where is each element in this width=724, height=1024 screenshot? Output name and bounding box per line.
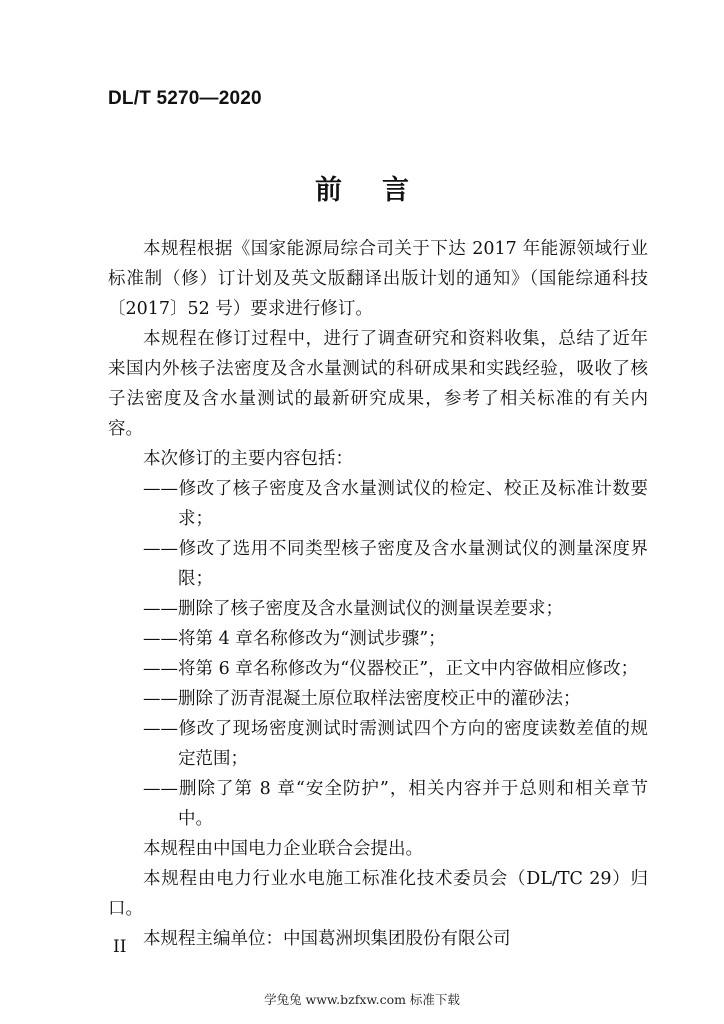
revision-item: ——修改了核子密度及含水量测试仪的检定、校正及标准计数要求； — [143, 479, 648, 529]
paragraph: 本规程由中国电力企业联合会提出。 — [143, 839, 423, 859]
paragraph: 本规程根据《国家能源局综合司关于下达 2017 年能源领域行业标准制（修）订计划及英文版翻译出版计划的通知》（国能综通科技〔2017〕52 号）要求进行修订。 — [108, 239, 648, 319]
revision-item: ——将第 6 章名称修改为“仪器校正”，正文中内容做相应修改； — [143, 659, 639, 679]
revision-item: ——修改了现场密度测试时需测试四个方向的密度读数差值的规定范围； — [143, 719, 648, 769]
revision-item: ——删除了第 8 章“安全防护”，相关内容并于总则和相关章节中。 — [143, 779, 648, 829]
page-title: 前言 — [315, 175, 449, 206]
body-text — [108, 234, 648, 954]
paragraph: 本规程主编单位：中国葛洲坝集团股份有限公司 — [143, 929, 511, 949]
page-number: II — [113, 937, 127, 957]
watermark-text: 学兔兔 www.bzfxw.com 标准下载 — [264, 992, 460, 1007]
paragraph: 本次修订的主要内容包括： — [143, 449, 353, 469]
paragraph: 本规程由电力行业水电施工标准化技术委员会（DL/TC 29）归口。 — [108, 869, 648, 919]
revision-item: ——修改了选用不同类型核子密度及含水量测试仪的测量深度界限； — [143, 539, 648, 589]
standard-code: DL/T 5270—2020 — [108, 88, 262, 109]
revision-item: ——删除了沥青混凝土原位取样法密度校正中的灌砂法； — [143, 689, 581, 709]
revision-item: ——删除了核子密度及含水量测试仪的测量误差要求； — [143, 599, 563, 619]
paragraph: 本规程在修订过程中，进行了调查研究和资料收集，总结了近年来国内外核子法密度及含水量测试的科研成果和实践经验，吸收了核子法密度及含水量测试的最新研究成果，参考了相关标准的有关内容。 — [108, 329, 648, 439]
revision-item: ——将第 4 章名称修改为“测试步骤”； — [143, 629, 446, 649]
